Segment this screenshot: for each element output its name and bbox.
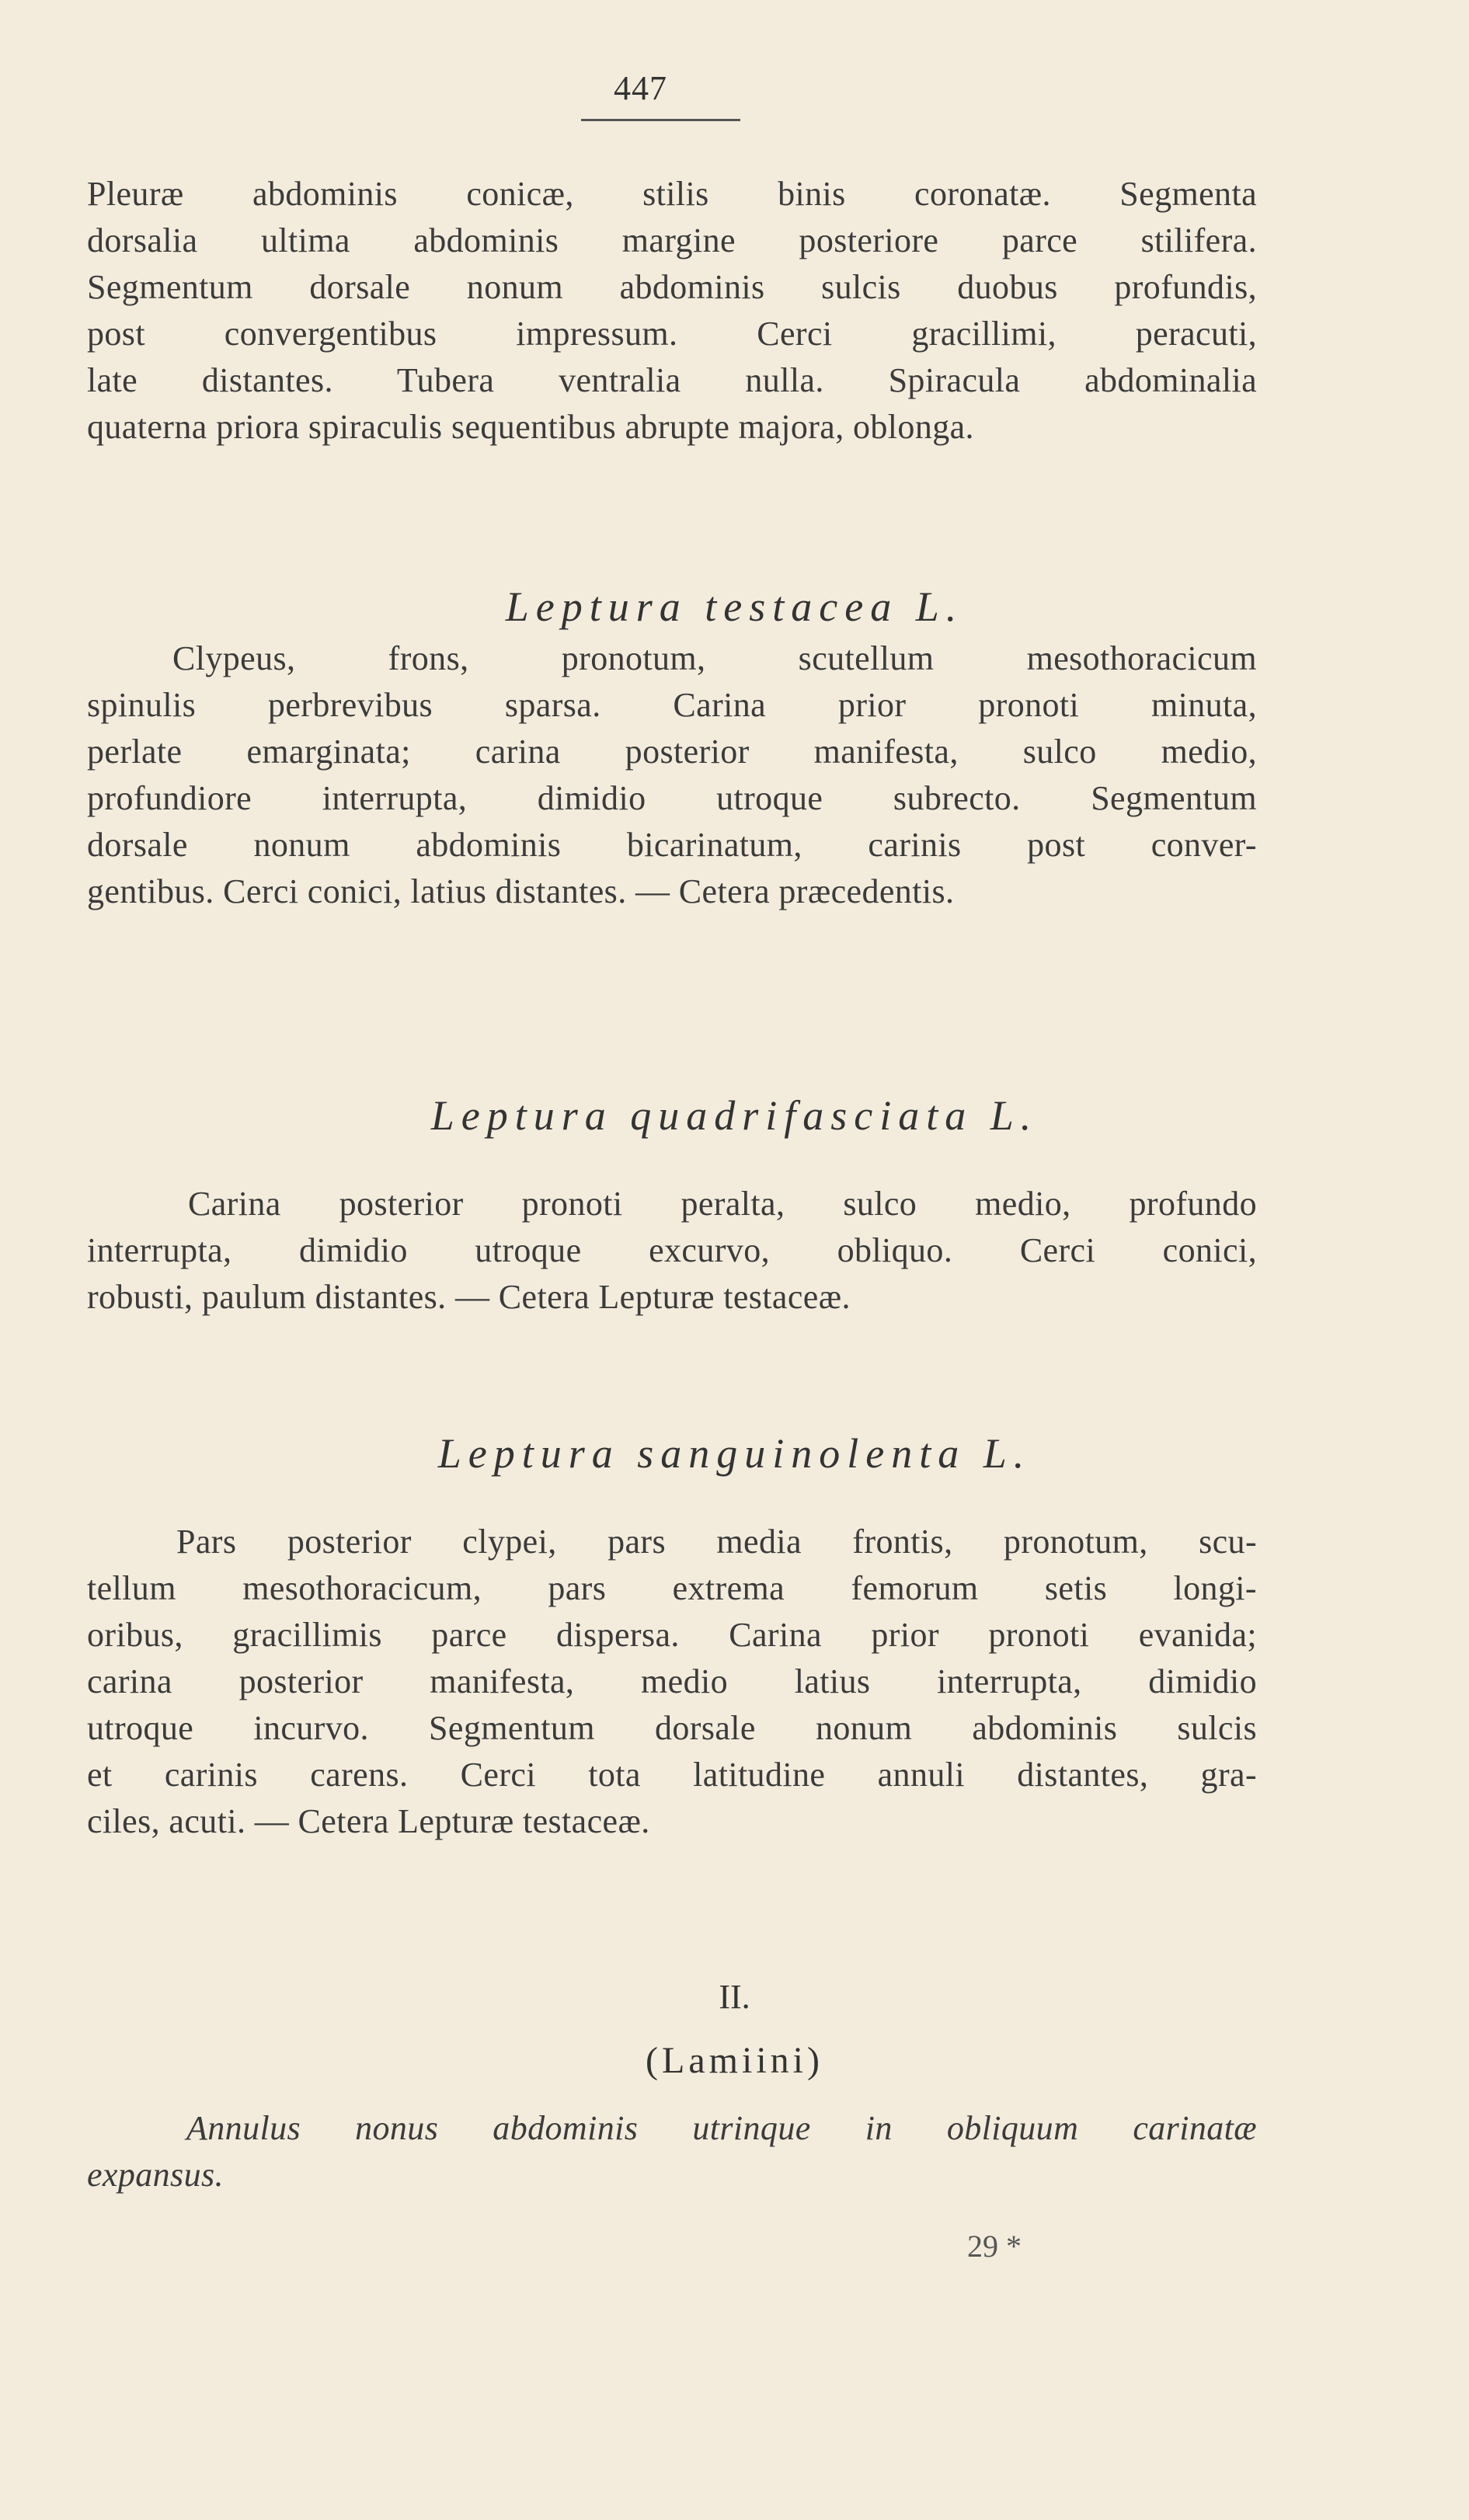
text-line: spinulis perbrevibus sparsa. Carina prior pronoti minuta, bbox=[87, 686, 1257, 724]
species-description-leptura-quadrifasciata bbox=[87, 1181, 1257, 1321]
species-heading-leptura-testacea: Leptura testacea L. bbox=[505, 583, 964, 630]
text-line: interrupta, dimidio utroque excurvo, obliquo. Cerci conici, bbox=[87, 1231, 1257, 1269]
text-line: post convergentibus impressum. Cerci gracillimi, peracuti, bbox=[87, 315, 1257, 353]
tribe-diagnosis bbox=[87, 2105, 1257, 2198]
text-line: gentibus. Cerci conici, latius distantes. — Cetera præcedentis. bbox=[87, 872, 955, 910]
text-line: dorsalia ultima abdominis margine posteriore parce stilifera. bbox=[87, 221, 1257, 259]
text-line: tellum mesothoracicum, pars extrema femorum setis longi- bbox=[87, 1569, 1257, 1607]
signature-mark: 29 * bbox=[967, 2229, 1022, 2264]
text-line: Clypeus, frons, pronotum, scutellum mesothoracicum bbox=[172, 639, 1257, 677]
text-line: expansus. bbox=[87, 2156, 224, 2194]
text-line: quaterna priora spiraculis sequentibus abrupte majora, oblonga. bbox=[87, 408, 974, 446]
page-number: 447 bbox=[614, 69, 667, 107]
species-description-leptura-sanguinolenta bbox=[87, 1519, 1257, 1845]
tribe-heading: (Lamiini) bbox=[646, 2040, 823, 2081]
text-line: ciles, acuti. — Cetera Lepturæ testaceæ. bbox=[87, 1802, 650, 1840]
text-line: late distantes. Tubera ventralia nulla. Spiracula abdominalia bbox=[87, 361, 1257, 399]
text-line: Segmentum dorsale nonum abdominis sulcis duobus profundis, bbox=[87, 268, 1257, 306]
page-number-rule bbox=[581, 119, 740, 121]
text-line: Carina posterior pronoti peralta, sulco medio, profundo bbox=[188, 1185, 1257, 1223]
text-line: Annulus nonus abdominis utrinque in obliquum carinatæ bbox=[186, 2109, 1257, 2147]
text-line: perlate emarginata; carina posterior manifesta, sulco medio, bbox=[87, 733, 1257, 771]
species-heading-leptura-sanguinolenta: Leptura sanguinolenta L. bbox=[437, 1430, 1032, 1477]
text-line: Pars posterior clypei, pars media frontis, pronotum, scu- bbox=[176, 1523, 1257, 1561]
text-line: carina posterior manifesta, medio latius interrupta, dimidio bbox=[87, 1662, 1257, 1700]
species-heading-leptura-quadrifasciata: Leptura quadrifasciata L. bbox=[430, 1092, 1039, 1139]
text-line: profundiore interrupta, dimidio utroque subrecto. Segmentum bbox=[87, 779, 1257, 817]
intro-paragraph bbox=[87, 171, 1257, 451]
text-line: Pleuræ abdominis conicæ, stilis binis coronatæ. Segmenta bbox=[87, 175, 1257, 213]
text-line: utroque incurvo. Segmentum dorsale nonum abdominis sulcis bbox=[87, 1709, 1257, 1747]
text-line: robusti, paulum distantes. — Cetera Lepturæ testaceæ. bbox=[87, 1278, 851, 1316]
text-line: et carinis carens. Cerci tota latitudine annuli distantes, gra- bbox=[87, 1756, 1257, 1794]
text-line: oribus, gracillimis parce dispersa. Carina prior pronoti evanida; bbox=[87, 1616, 1257, 1654]
part-number: II. bbox=[719, 1978, 750, 2016]
species-description-leptura-testacea bbox=[87, 635, 1257, 915]
text-line: dorsale nonum abdominis bicarinatum, carinis post conver- bbox=[87, 826, 1257, 864]
